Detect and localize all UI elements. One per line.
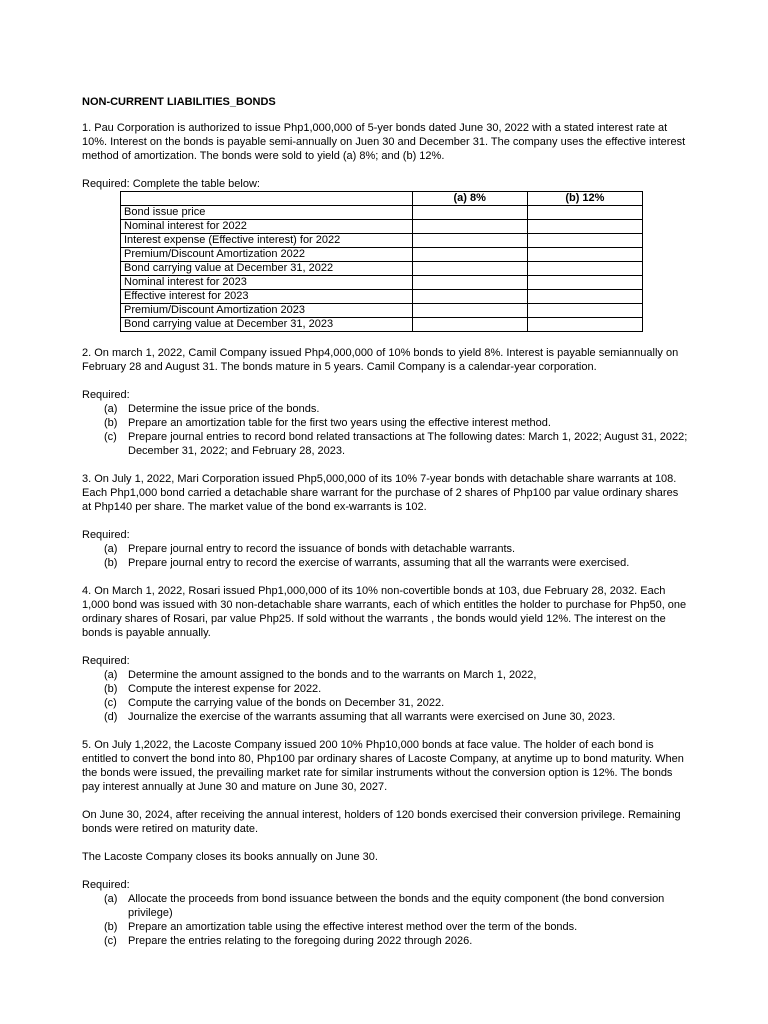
q5-requirement-marker: (a) (104, 893, 118, 905)
q1-table-row (121, 234, 643, 248)
q1-cell-a (412, 290, 527, 304)
q5-requirement-text: Allocate the proceeds from bond issuance between the bonds and the equity component (the bond conversion privilege) (128, 893, 665, 919)
q5-requirement-item (82, 934, 688, 948)
q1-cell-b (527, 304, 642, 318)
q5-text-3: The Lacoste Company closes its books annually on June 30. (82, 851, 378, 863)
q4-requirement-marker: (a) (104, 669, 118, 681)
q4-requirement-marker: (d) (104, 711, 118, 723)
q5-requirement-marker: (c) (104, 935, 117, 947)
q1-cell-a (412, 304, 527, 318)
q4-requirement-item (82, 710, 688, 724)
q2-requirement-text: Prepare an amortization table for the first two years using the effective interest method. (128, 417, 551, 429)
q1-cell-b (527, 206, 642, 220)
q2-required: Required: (82, 389, 130, 401)
document-title: NON-CURRENT LIABILITIES_BONDS (82, 96, 276, 108)
q4-requirement-text: Compute the carrying value of the bonds on December 31, 2022. (128, 697, 445, 709)
q1-table-header (121, 192, 643, 206)
q4-required: Required: (82, 655, 130, 667)
q1-table-row (121, 220, 643, 234)
q5-requirement-text: Prepare the entries relating to the foregoing during 2022 through 2026. (128, 935, 473, 947)
q1-row-label: Nominal interest for 2022 (121, 220, 413, 234)
q1-row-label: Premium/Discount Amortization 2022 (121, 248, 413, 262)
q2-requirement-item (82, 430, 688, 458)
q2-requirement-item (82, 416, 688, 430)
q1-cell-b (527, 290, 642, 304)
q1-row-label: Interest expense (Effective interest) for 2022 (121, 234, 413, 248)
q2-text: 2. On march 1, 2022, Camil Company issued Php4,000,000 of 10% bonds to yield 8%. Interest is payable semiannually on February 28 and August 31. The bonds mature in 5 years. Camil Company is a calendar-year corporation. (82, 347, 679, 373)
q1-cell-a (412, 220, 527, 234)
q1-header-a: (a) 8% (412, 192, 527, 206)
q1-table-row (121, 248, 643, 262)
q1-table (120, 191, 643, 332)
q3-requirement-text: Prepare journal entry to record the exercise of warrants, assuming that all the warrants were exercised. (128, 557, 630, 569)
q1-row-label: Bond issue price (121, 206, 413, 220)
q5-requirement-text: Prepare an amortization table using the effective interest method over the term of the bonds. (128, 921, 578, 933)
q1-row-label: Premium/Discount Amortization 2023 (121, 304, 413, 318)
q1-table-row (121, 290, 643, 304)
q5-requirements (82, 892, 688, 948)
q2-requirement-marker: (a) (104, 403, 118, 415)
q1-cell-a (412, 234, 527, 248)
q1-cell-b (527, 276, 642, 290)
q4-requirement-text: Determine the amount assigned to the bonds and to the warrants on March 1, 2022, (128, 669, 537, 681)
q3-required: Required: (82, 529, 130, 541)
q3-requirement-text: Prepare journal entry to record the issuance of bonds with detachable warrants. (128, 543, 516, 555)
q1-required: Required: Complete the table below: (82, 178, 260, 190)
q3-requirement-item (82, 542, 688, 556)
q5-requirement-marker: (b) (104, 921, 118, 933)
q4-text: 4. On March 1, 2022, Rosari issued Php1,000,000 of its 10% non-covertible bonds at 103, due February 28, 2032. Each 1,000 bond was issued with 30 non-detachable share warrants, each of which entitles the holder to purchase for Php50, one ordinary shares of Rosari, par value Php25. If sold without the warrants , the bonds would yield 12%. The interest on the bonds is payable annually. (82, 585, 687, 639)
q1-cell-a (412, 248, 527, 262)
q4-requirement-item (82, 682, 688, 696)
q1-table-body (121, 206, 643, 332)
q1-header-blank (121, 192, 413, 206)
q1-cell-b (527, 318, 642, 332)
q5-required: Required: (82, 879, 130, 891)
q3-text: 3. On July 1, 2022, Mari Corporation issued Php5,000,000 of its 10% 7-year bonds with detachable share warrants at 108. Each Php1,000 bond carried a detachable share warrant for the purchase of 2 shares of Php100 par value ordinary shares at Php140 per share. The market value of the bond ex-warrants is 102. (82, 473, 679, 513)
q5-requirement-item (82, 892, 688, 920)
q5-text: 5. On July 1,2022, the Lacoste Company issued 200 10% Php10,000 bonds at face value. The holder of each bond is entitled to convert the bond into 80, Php100 par ordinary shares of Lacoste Company, at anytime up to bond maturity. When the bonds were issued, the prevailing market rate for similar instruments without the conversion option is 12%. The bonds pay interest annually at June 30 and mature on June 30, 2027. (82, 739, 684, 793)
q5-requirement-item (82, 920, 688, 934)
q2-requirement-text: Determine the issue price of the bonds. (128, 403, 320, 415)
q1-cell-a (412, 206, 527, 220)
q4-requirement-text: Compute the interest expense for 2022. (128, 683, 322, 695)
q4-requirement-text: Journalize the exercise of the warrants assuming that all warrants were exercised on June 30, 2023. (128, 711, 616, 723)
q1-row-label: Bond carrying value at December 31, 2022 (121, 262, 413, 276)
q1-table-row (121, 276, 643, 290)
q3-requirement-marker: (a) (104, 543, 118, 555)
q1-table-row (121, 304, 643, 318)
q1-cell-b (527, 262, 642, 276)
q3-requirement-marker: (b) (104, 557, 118, 569)
q1-cell-b (527, 234, 642, 248)
q4-requirements (82, 668, 688, 724)
document-page (82, 95, 688, 962)
q2-requirements (82, 402, 688, 458)
q1-table-row (121, 206, 643, 220)
q1-table-row (121, 318, 643, 332)
q2-requirement-marker: (c) (104, 431, 117, 443)
q1-cell-b (527, 248, 642, 262)
q1-text: 1. Pau Corporation is authorized to issue Php1,000,000 of 5-yer bonds dated June 30, 2022 with a stated interest rate at 10%. Interest on the bonds is payable semi-annually on Juen 30 and December 31. The company uses the effective interest method of amortization. The bonds were sold to yield (a) 8%; and (b) 12%. (82, 122, 686, 162)
q4-requirement-marker: (b) (104, 683, 118, 695)
q3-requirement-item (82, 556, 688, 570)
q3-requirements (82, 542, 688, 570)
q1-table-row (121, 262, 643, 276)
q4-requirement-marker: (c) (104, 697, 117, 709)
q4-requirement-item (82, 696, 688, 710)
q2-requirement-text: Prepare journal entries to record bond related transactions at The following dates: March 1, 2022; August 31, 2022; December 31, 2022; and February 28, 2023. (128, 431, 688, 457)
q4-requirement-item (82, 668, 688, 682)
q1-row-label: Nominal interest for 2023 (121, 276, 413, 290)
q2-requirement-item (82, 402, 688, 416)
q1-cell-a (412, 262, 527, 276)
q2-requirement-marker: (b) (104, 417, 118, 429)
q1-row-label: Bond carrying value at December 31, 2023 (121, 318, 413, 332)
q1-cell-a (412, 276, 527, 290)
q1-cell-b (527, 220, 642, 234)
q1-row-label: Effective interest for 2023 (121, 290, 413, 304)
q1-cell-a (412, 318, 527, 332)
q1-header-b: (b) 12% (527, 192, 642, 206)
q5-text-2: On June 30, 2024, after receiving the annual interest, holders of 120 bonds exercised their conversion privilege. Remaining bonds were retired on maturity date. (82, 809, 681, 835)
